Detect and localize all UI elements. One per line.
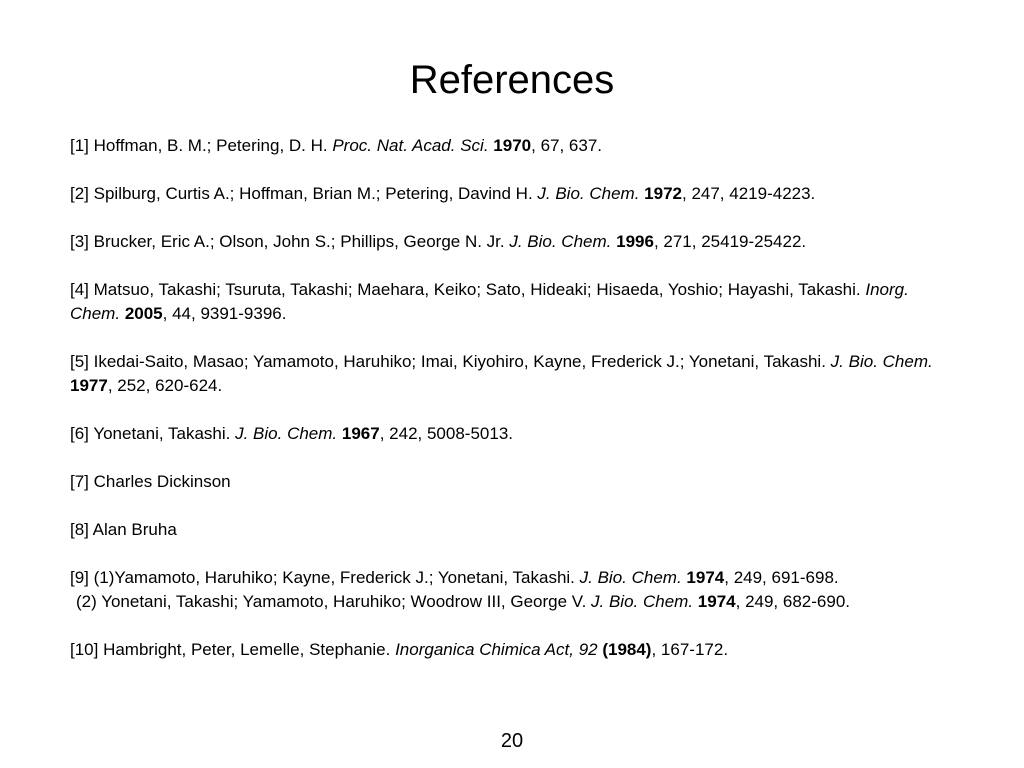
reference-item-1 — [70, 134, 940, 158]
reference-item-7 — [70, 470, 940, 494]
page-number: 20 — [500, 730, 524, 752]
reference-journal: J. Bio. Chem. — [235, 424, 338, 443]
reference-authors: [1] Hoffman, B. M.; Petering, D. H. — [70, 136, 333, 155]
reference-details: , 44, 9391-9396. — [162, 304, 287, 323]
reference-item-9 — [70, 566, 940, 614]
reference-authors: [10] Hambright, Peter, Lemelle, Stephanie. — [70, 640, 396, 659]
reference-year: 1972 — [644, 184, 682, 203]
reference-subitem — [70, 590, 940, 614]
reference-item-2 — [70, 182, 940, 206]
reference-journal: J. Bio. Chem. — [830, 352, 933, 371]
reference-year: 1996 — [616, 232, 654, 251]
reference-details: , 167-172. — [651, 640, 729, 659]
reference-year: 1977 — [70, 376, 108, 395]
reference-details: , 249, 682-690. — [735, 592, 850, 611]
reference-journal: Inorganica Chimica Act, 92 — [395, 640, 598, 659]
reference-authors: [7] Charles Dickinson — [70, 472, 231, 491]
reference-authors: (2) Yonetani, Takashi; Yamamoto, Haruhiko; Woodrow III, George V. — [76, 592, 592, 611]
reference-item-10 — [70, 638, 940, 662]
reference-authors: [9] (1)Yamamoto, Haruhiko; Kayne, Frederick J.; Yonetani, Takashi. — [70, 568, 580, 587]
reference-item-4 — [70, 278, 940, 326]
reference-journal: J. Bio. Chem. — [591, 592, 694, 611]
reference-item-5 — [70, 350, 940, 398]
reference-authors: [8] Alan Bruha — [70, 520, 177, 539]
reference-authors: [5] Ikedai-Saito, Masao; Yamamoto, Haruhiko; Imai, Kiyohiro, Kayne, Frederick J.; Yonetani, Takashi. — [70, 352, 831, 371]
reference-details: , 252, 620-624. — [107, 376, 223, 395]
reference-year: 2005 — [124, 304, 163, 323]
reference-authors: [2] Spilburg, Curtis A.; Hoffman, Brian M.; Petering, Davind H. — [70, 184, 538, 203]
reference-item-3 — [70, 230, 940, 254]
reference-journal: J. Bio. Chem. — [537, 184, 640, 203]
reference-authors: [3] Brucker, Eric A.; Olson, John S.; Phillips, George N. Jr. — [70, 232, 510, 251]
reference-details: , 247, 4219-4223. — [682, 184, 816, 203]
reference-details: , 249, 691-698. — [724, 568, 839, 587]
reference-year: 1974 — [697, 592, 736, 611]
reference-details: , 242, 5008-5013. — [379, 424, 513, 443]
reference-year: 1974 — [686, 568, 725, 587]
reference-details: , 271, 25419-25422. — [653, 232, 807, 251]
reference-item-6 — [70, 422, 940, 446]
reference-authors: [6] Yonetani, Takashi. — [70, 424, 236, 443]
reference-year: (1984) — [597, 640, 652, 659]
reference-year: 1967 — [341, 424, 380, 443]
reference-list — [70, 134, 940, 662]
reference-authors: [4] Matsuo, Takashi; Tsuruta, Takashi; Maehara, Keiko; Sato, Hideaki; Hisaeda, Yoshio; Hayashi, Takashi. — [70, 280, 866, 299]
reference-journal: Proc. Nat. Acad. Sci. — [332, 136, 489, 155]
reference-journal: Inorg. Chem. — [70, 280, 909, 323]
slide-title: References — [409, 58, 615, 102]
reference-journal: J. Bio. Chem. — [509, 232, 612, 251]
reference-year: 1970 — [493, 136, 532, 155]
reference-item-8 — [70, 518, 940, 542]
reference-journal: J. Bio. Chem. — [579, 568, 682, 587]
reference-details: , 67, 637. — [531, 136, 603, 155]
